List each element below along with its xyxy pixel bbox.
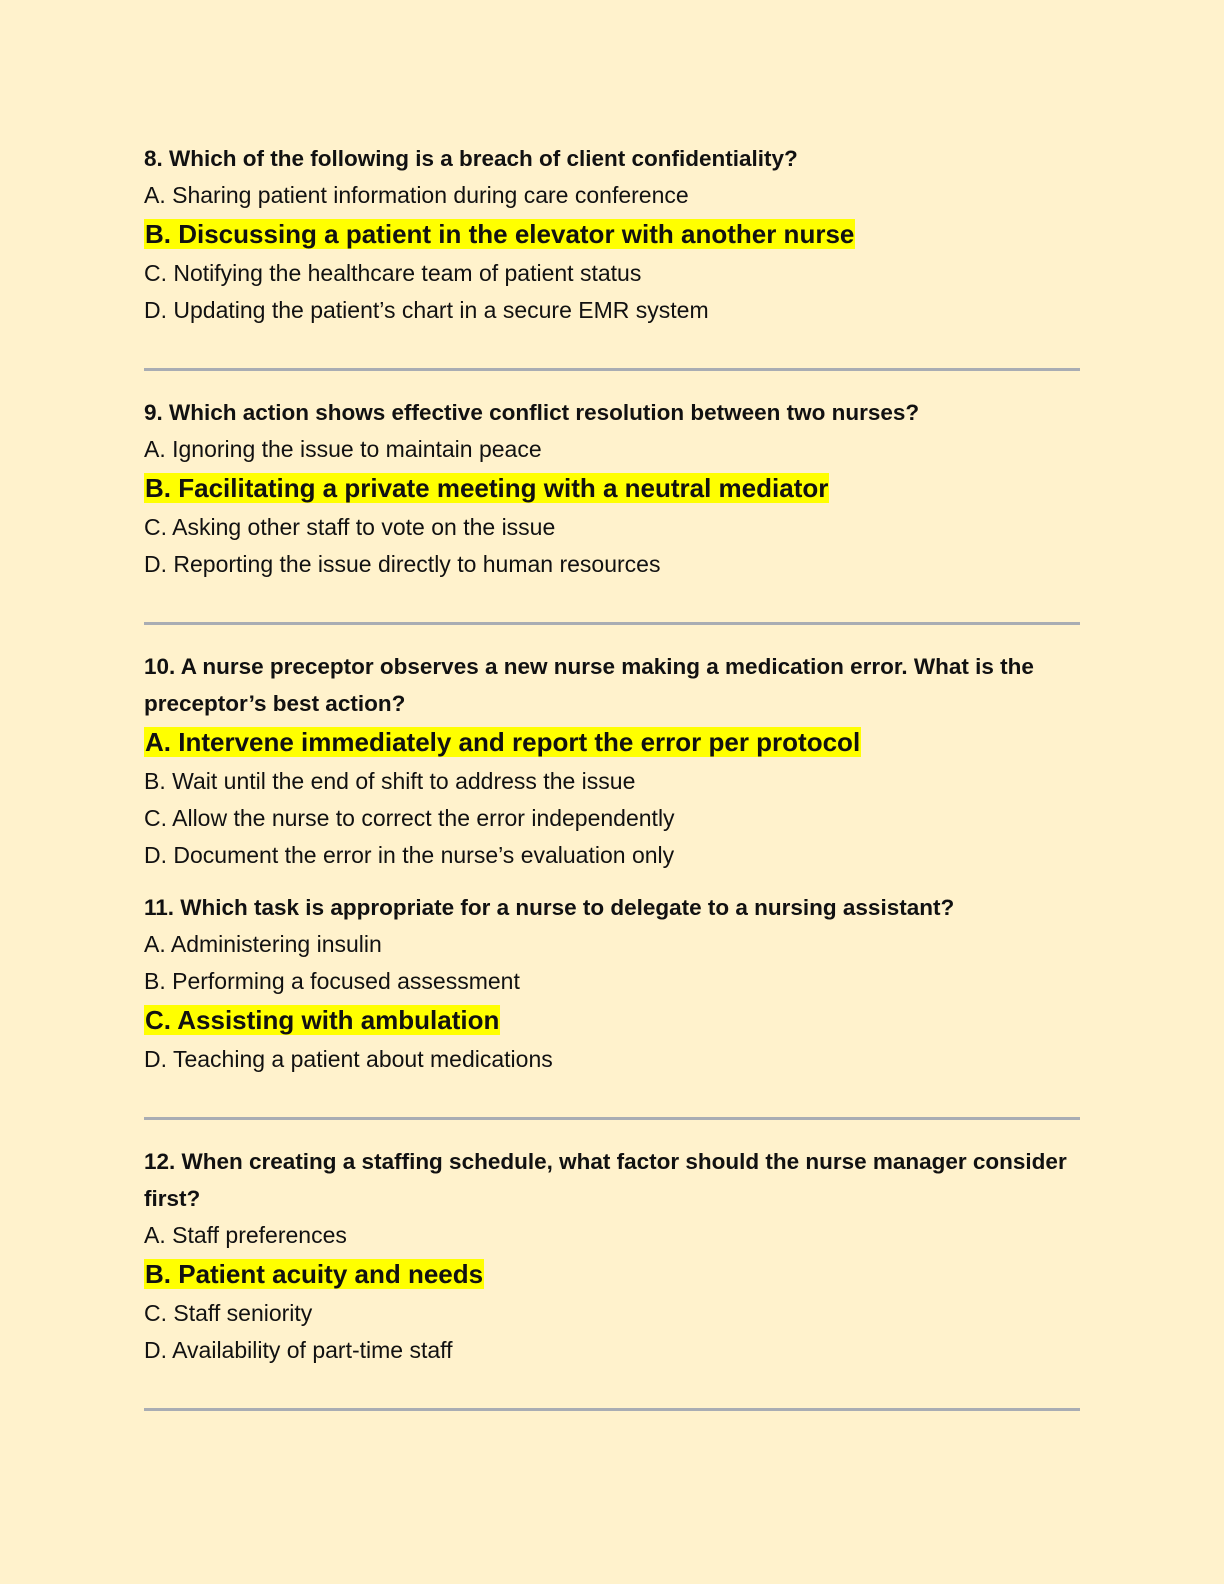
answer-highlight: C. Assisting with ambulation xyxy=(145,1005,500,1035)
question-text: 11. Which task is appropriate for a nurse to delegate to a nursing assistant? xyxy=(144,895,955,920)
option-c: C. Staff seniority xyxy=(144,1300,313,1326)
option-a: A. Ignoring the issue to maintain peace xyxy=(144,436,542,462)
question-text: 10. A nurse preceptor observes a new nurse making a medication error. What is the preceptor’s best action? xyxy=(144,654,1034,716)
question-11 xyxy=(144,889,1080,1078)
option-c: C. Allow the nurse to correct the error independently xyxy=(144,805,675,831)
option-b-correct xyxy=(144,214,1080,255)
option-d: D. Updating the patient’s chart in a secure EMR system xyxy=(144,297,709,323)
option-c-correct xyxy=(144,1000,1080,1041)
option-a: A. Sharing patient information during care conference xyxy=(144,182,689,208)
divider xyxy=(144,1408,1080,1411)
option-a: A. Administering insulin xyxy=(144,931,382,957)
answer-highlight: A. Intervene immediately and report the error per protocol xyxy=(145,727,861,757)
option-d: D. Availability of part-time staff xyxy=(144,1337,453,1363)
option-a: A. Staff preferences xyxy=(144,1222,347,1248)
option-d: D. Reporting the issue directly to human resources xyxy=(144,551,661,577)
option-b-correct xyxy=(144,468,1080,509)
option-b-correct xyxy=(144,1254,1080,1295)
question-10 xyxy=(144,648,1080,874)
answer-highlight: B. Patient acuity and needs xyxy=(145,1259,484,1289)
option-c: C. Notifying the healthcare team of patient status xyxy=(144,260,642,286)
question-9 xyxy=(144,394,1080,583)
question-12 xyxy=(144,1143,1080,1369)
option-d: D. Teaching a patient about medications xyxy=(144,1046,553,1072)
question-text: 8. Which of the following is a breach of client confidentiality? xyxy=(144,146,798,171)
option-a-correct xyxy=(144,722,1080,763)
option-c: C. Asking other staff to vote on the issue xyxy=(144,514,556,540)
document-page xyxy=(144,140,1080,1411)
question-8 xyxy=(144,140,1080,329)
answer-highlight: B. Discussing a patient in the elevator with another nurse xyxy=(145,219,855,249)
option-b: B. Performing a focused assessment xyxy=(144,968,520,994)
option-d: D. Document the error in the nurse’s evaluation only xyxy=(144,842,675,868)
question-text: 12. When creating a staffing schedule, what factor should the nurse manager consider first? xyxy=(144,1149,1067,1211)
answer-highlight: B. Facilitating a private meeting with a neutral mediator xyxy=(145,473,829,503)
question-text: 9. Which action shows effective conflict resolution between two nurses? xyxy=(144,400,920,425)
option-b: B. Wait until the end of shift to address the issue xyxy=(144,768,636,794)
